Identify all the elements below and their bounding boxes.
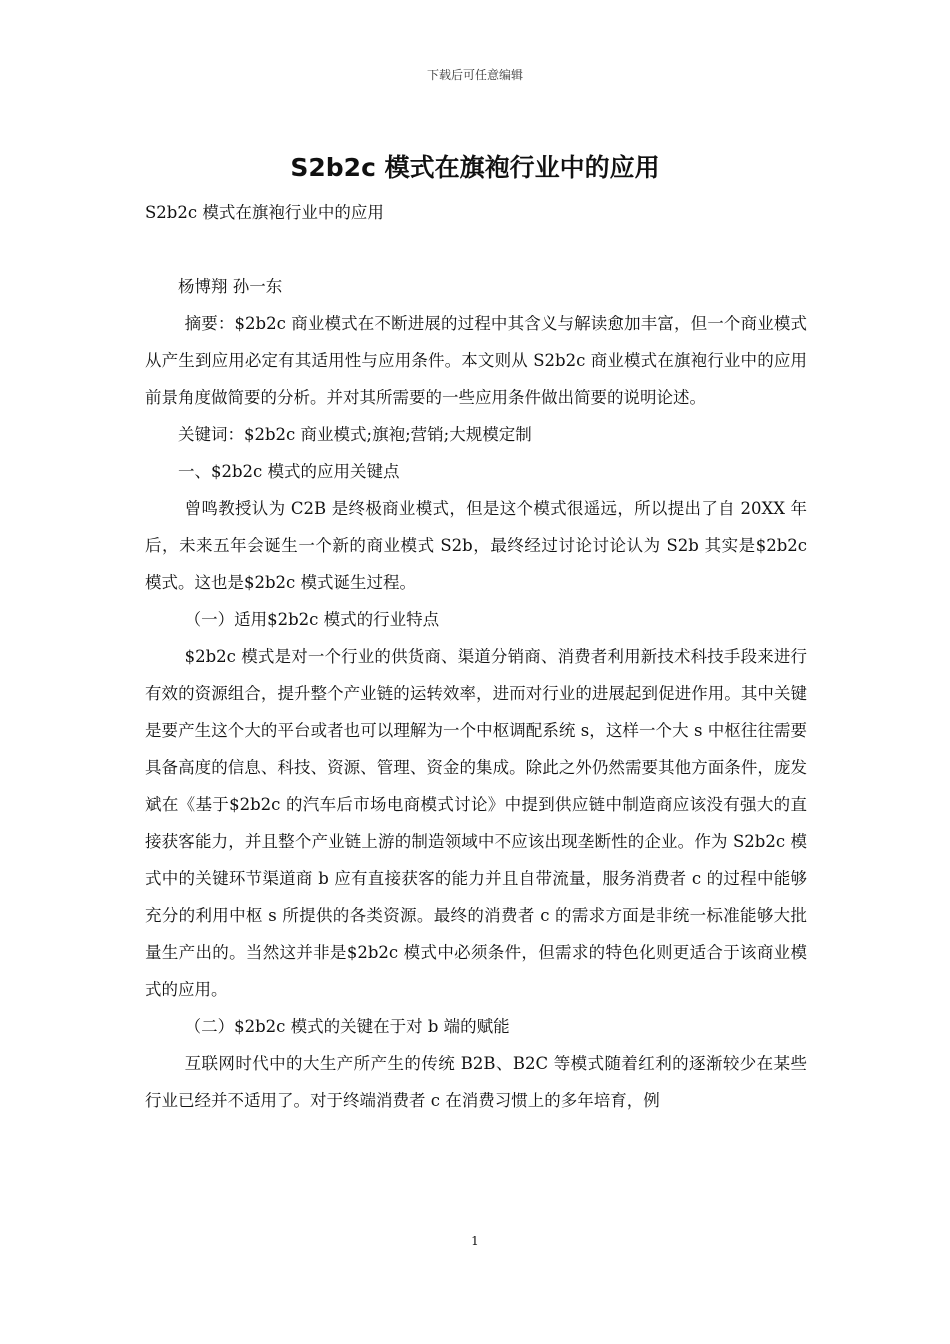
header-note: 下载后可任意编辑 (426, 68, 523, 82)
document-body (145, 194, 807, 1119)
subsection-paragraph: 互联网时代中的大生产所产生的传统 B2B、B2C 等模式随着红利的逐渐较少在某些行业已经并不适用了。对于终端消费者 c 在消费习惯上的多年培育，例 (145, 1054, 807, 1110)
document-subtitle: S2b2c 模式在旗袍行业中的应用 (145, 203, 384, 222)
document-title: S2b2c 模式在旗袍行业中的应用 (290, 153, 660, 182)
section-paragraph: 曾鸣教授认为 C2B 是终极商业模式，但是这个模式很遥远，所以提出了自 20XX 年后，未来五年会诞生一个新的商业模式 S2b，最终经过讨论讨论认为 S2b 其实是$2b2c 模式。这也是$2b2c 模式诞生过程。 (145, 499, 807, 592)
subsection-heading: （一）适用$2b2c 模式的行业特点 (184, 610, 440, 629)
subsection-paragraph: $2b2c 模式是对一个行业的供货商、渠道分销商、消费者利用新技术科技手段来进行有效的资源组合，提升整个产业链的运转效率，进而对行业的进展起到促进作用。其中关键是要产生这个大的平台或者也可以理解为一个中枢调配系统 s，这样一个大 s 中枢往往需要具备高度的信息、科技、资源、管理、资金的集成。除此之外仍然需要其他方面条件，庞发斌在《基于$2b2c 的汽车后市场电商模式讨论》中提到供应链中制造商应该没有强大的直接获客能力，并且整个产业链上游的制造领域中不应该出现垄断性的企业。作为 S2b2c 模式中的关键环节渠道商 b 应有直接获客的能力并且自带流量，服务消费者 c 的过程中能够充分的利用中枢 s 所提供的各类资源。最终的消费者 c 的需求方面是非统一标准能够大批量生产出的。当然这并非是$2b2c 模式中必须条件，但需求的特色化则更适合于该商业模式的应用。 (145, 647, 807, 999)
abstract-paragraph: 摘要：$2b2c 商业模式在不断进展的过程中其含义与解读愈加丰富，但一个商业模式从产生到应用必定有其适用性与应用条件。本文则从 S2b2c 商业模式在旗袍行业中的应用前景角度做简要的分析。并对其所需要的一些应用条件做出简要的说明论述。 (145, 314, 807, 407)
subsection-heading: （二）$2b2c 模式的关键在于对 b 端的赋能 (184, 1017, 510, 1036)
section-heading: 一、$2b2c 模式的应用关键点 (178, 462, 400, 481)
authors-line: 杨博翔 孙一东 (178, 277, 283, 296)
page-number: 1 (471, 1234, 479, 1248)
keywords-line: 关键词：$2b2c 商业模式;旗袍;营销;大规模定制 (178, 425, 532, 444)
blank-line (145, 231, 807, 268)
